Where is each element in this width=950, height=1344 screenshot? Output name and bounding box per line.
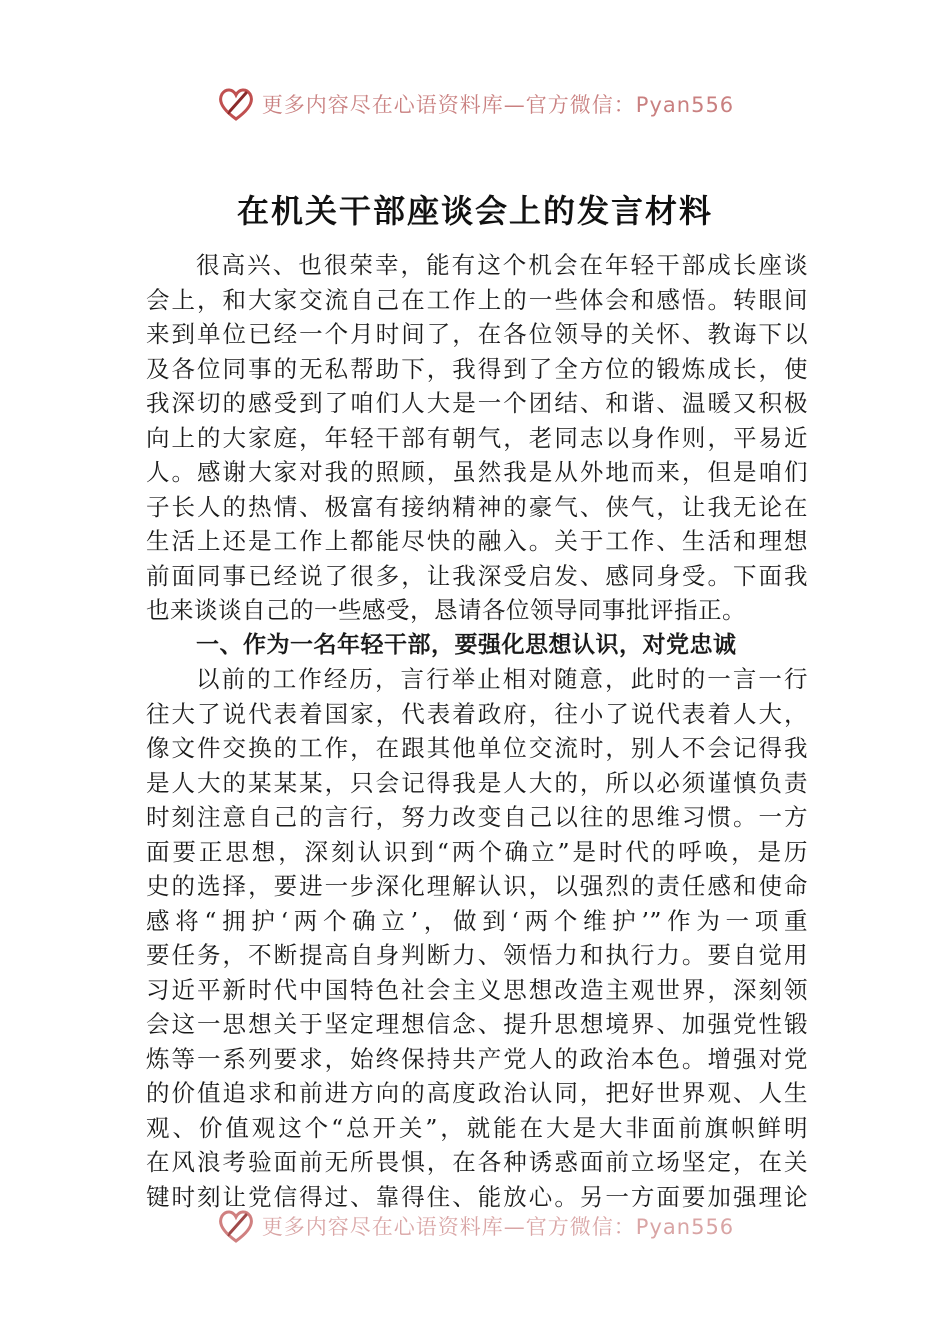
paragraph-line: 及各位同事的无私帮助下，我得到了全方位的锻炼成长，使 (146, 354, 808, 383)
paragraph-line: 感将“拥护‘两个确立’，做到‘两个维护’”作为一项重 (146, 906, 808, 935)
paragraph-line: 在风浪考验面前无所畏惧，在各种诱惑面前立场坚定，在关 (146, 1148, 808, 1176)
section-heading: 一、作为一名年轻干部，要强化思想认识，对党忠诚 (196, 631, 737, 658)
footer-watermark (0, 1206, 950, 1246)
paragraph-line: 我深切的感受到了咱们人大是一个团结、和谐、温暖又积极 (146, 389, 808, 417)
paragraph-line: 也来谈谈自己的一些感受，恳请各位领导同事批评指正。 (146, 596, 746, 624)
paragraph-line: 人。感谢大家对我的照顾，虽然我是从外地而来，但是咱们 (146, 458, 808, 486)
paragraph-line: 是人大的某某某，只会记得我是人大的，所以必须谨慎负责 (146, 768, 808, 797)
paragraph-line: 史的选择，要进一步深化理解认识，以强烈的责任感和使命 (146, 872, 808, 900)
paragraph-line: 会这一思想关于坚定理想信念、提升思想境界、加强党性锻 (146, 1010, 808, 1038)
paragraph-line: 键时刻让党信得过、靠得住、能放心。另一方面要加强理论 (146, 1182, 808, 1211)
paragraph-line: 来到单位已经一个月时间了，在各位领导的关怀、教诲下以 (146, 320, 808, 348)
footer-watermark-text: 更多内容尽在心语资料库—官方微信：Pyan556 (261, 1215, 735, 1239)
paragraph-line: 像文件交换的工作，在跟其他单位交流时，别人不会记得我 (146, 734, 808, 762)
paragraph-line: 面要正思想，深刻认识到“两个确立”是时代的呼唤，是历 (146, 837, 808, 866)
paragraph-line: 要任务，不断提高自身判断力、领悟力和执行力。要自觉用 (146, 941, 808, 969)
paragraph-line: 炼等一系列要求，始终保持共产党人的政治本色。增强对党 (146, 1044, 808, 1073)
document-title: 在机关干部座谈会上的发言材料 (236, 192, 713, 230)
paragraph-line: 习近平新时代中国特色社会主义思想改造主观世界，深刻领 (146, 975, 808, 1004)
paragraph-line: 以前的工作经历，言行举止相对随意，此时的一言一行 (196, 665, 808, 693)
header-watermark (0, 82, 950, 126)
paragraph-line: 子长人的热情、极富有接纳精神的豪气、侠气，让我无论在 (146, 492, 808, 521)
paragraph-line: 时刻注意自己的言行，努力改变自己以往的思维习惯。一方 (146, 803, 808, 831)
document-body (146, 248, 808, 1223)
paragraph-line: 向上的大家庭，年轻干部有朝气，老同志以身作则，平易近 (146, 423, 808, 452)
header-watermark-text: 更多内容尽在心语资料库—官方微信：Pyan556 (261, 93, 735, 117)
paragraph-line: 的价值追求和前进方向的高度政治认同，把好世界观、人生 (146, 1079, 808, 1107)
paragraph-line: 很高兴、也很荣幸，能有这个机会在年轻干部成长座谈 (196, 251, 808, 279)
paragraph-line: 观、价值观这个“总开关”，就能在大是大非面前旗帜鲜明 (146, 1113, 808, 1142)
heart-pen-logo-icon (216, 1207, 256, 1245)
paragraph-line: 会上，和大家交流自己在工作上的一些体会和感悟。转眼间 (146, 285, 808, 314)
paragraph-line: 前面同事已经说了很多，让我深受启发、感同身受。下面我 (146, 561, 808, 590)
heart-pen-logo-icon (216, 85, 256, 123)
paragraph-line: 往大了说代表着国家，代表着政府，往小了说代表着人大， (146, 699, 808, 728)
paragraph-line: 生活上还是工作上都能尽快的融入。关于工作、生活和理想 (146, 527, 808, 555)
